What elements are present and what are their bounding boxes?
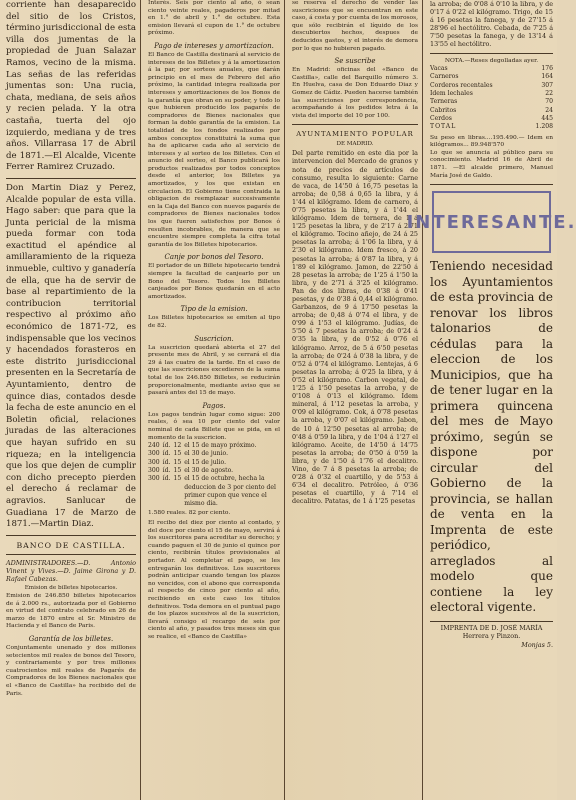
payment-schedule <box>148 442 280 508</box>
schedule-cell-b: íd. <box>162 442 171 450</box>
emision-text: Emision de 246.850 billetes hipotecarios de á 2.000 rs., autorizada por el Gobierno en virtud del contrato celebrado en 26 de marzo de 1870 entre el Sr. Ministro de Hacienda y el Banco de Paris. <box>6 593 136 630</box>
interesante-notice: Teniendo necesidad los Ayuntamientos de esta provincia de renovar los libros talonarios de cédulas para la eleccion de los Municipios, que ha de tener lugar en la primera quincena del mes de Mayo próximo, según se dispone por circular del Gobierno de la provincia, se hallan de venta en la Imprenta de este periódico, arreglados al modelo que contiene la ley electoral vigente. <box>430 259 553 615</box>
slaughter-label: Cabritos <box>430 106 457 114</box>
total-label: TOTAL <box>430 123 457 131</box>
schedule-cell-d: el 30 de junio. <box>184 450 229 458</box>
suscricion-text: La suscricion quedará abierta el 27 del presente mes de Abril, y se cerrará el dia 29 á las cuatro de la tarde. En el caso de que las suscriciones excedieren de la suma total de los 246.850 Billetes, se reducirán proporcionalmente, mediante aviso que se pasará antes del 15 de mayo. <box>148 344 280 397</box>
column-rule <box>140 0 141 800</box>
divider <box>6 178 136 179</box>
notice-jumentas: corriente han desaparecido del sitio de los Cristos, término jurisdiccional de esta villa dos jumentas de la propiedad de Juan Salazar Ramos, vecino de la misma. Las señas de las referidas jumentas son: Una rucia, chata, mediana, de seis años y recien pelada. Y la otra castaña, tuerta del ojo izquierdo, mediana y de tres años. Villarrasa 17 de Abril de 1871.—El Alcalde, Vicente Ferrer Ramirez Cruzado. <box>6 0 136 173</box>
notice-amillaramiento: Don Martin Diaz y Perez, Alcalde popular de esta villa. Hago saber: que para que la Junta pericial de la misma pueda formar con toda exactitud el apéndice al amillaramiento de la riqueza inmueble, cultivo y ganadería de ella, que ha de servir de base al repartimiento de la contribucion territorial respectivo al próximo año económico de 1871-72, es indispensable que los vecinos y hacendados forasteros en este distrito jurisdiccional presenten en la Secretaría de Ayuntamiento, dentro de quince dias, contados desde la fecha de este anuncio en el Boletin oficial, relaciones juradas de las alteraciones que hayan sufrido en su riqueza; en la inteligencia que los que dejen de cumplir con dicho precepto pierden el derecho á reclamar de agravios. Sanlucar de Guadiana 17 de Marzo de 1871.—Martin Diaz. <box>6 182 136 530</box>
reserva-text: se reserva el derecho de vender las suscriciones que se encuentran en este caso, á costa y por cuenta de los morosos, que sólo recibirán el líquido de los descubiertos hechos, despues de deducidos gastos, y el interés de demora por lo que no hubieren pagado. <box>292 0 418 52</box>
imprenta-name: IMPRENTA DE D. JOSÉ MARÍA Herrera y Pinzon. <box>440 623 543 641</box>
nota-title: NOTA.—Reses degolladas ayer. <box>444 57 539 64</box>
slaughter-row <box>430 90 553 98</box>
column-rule <box>284 0 285 800</box>
suscribe-text: En Madrid: oficinas del «Banco de Castilla», calle del Barquillo número 3. En Huelva, casa de Don Eduardo Diaz y Gomez de Cádiz. Pueden hacerse también las suscriciones por correspondencia, acompañando á los pedidos letra á la vista del importe del 10 por 100. <box>292 67 418 119</box>
closing-text: El recibo del diez por ciento al contado, y del doce por ciento el 15 de mayo, servirá á los suscritores para acreditar su derecho; y cuando paguen el 30 de junio el quince por ciento, recibirán títulos provisionales al portador. Al completar el pago, se les entregarán los definitivos. Los suscritores podrán anticipar cuando tengan los plazos no vencidos, con el abono que corresponda al respecto de cinco por ciento al año, recibiendo en este caso los títulos definitivos. Toda demora en el puntual pago de los plazos sucesivos al de la suscricion, llevará consigo el recargo de seis por ciento al año, y pasados tres meses sin que se realice, el «Banco de Castilla» <box>148 520 280 640</box>
canje-title: Canje por bonos del Tesoro. <box>164 253 264 262</box>
ayuntamiento-subtitle: DE MADRID. <box>336 141 374 148</box>
divider <box>6 535 136 536</box>
slaughter-value: 176 <box>541 65 553 73</box>
schedule-cell-b: íd. <box>162 450 171 458</box>
pago-text: El Banco de Castilla destinará al servicio de intereses de los Billetes y á la amortizacion á la par, por sorteos anuales, que darán principio en el mes de Febrero del año próximo, la cantidad integra realizada por intereses y amortizaciones de los Bonos de la garantía que obran en su poder, y todo lo que hubieren producido los pagarés de compradores de Bienes nacionales que forman la doble garantía de la emision. La totalidad de los fondos realizados por ambos conceptos constituirá la suma que ha de aplicarse cada año al servicio de intereses y al sorteo de los Billetes. Con el anuncio del sorteo, el Banco publicará los productos realizados por todos conceptos desde el anterior, los Billetes ya amortizados, y los que existan en circulacion. El Gobierno tiene contraida la obligacion de reemplazar succesivamente en la Caja del Banco con nuevos pagarés de compradores de Bienes nacionales todos los que fueren satisfechos por Bonos ó resulten incobrables, de manera que se encuentre siempre completa la cifra total garantía de los Billetes hipotecarios. <box>148 51 280 248</box>
schedule-cell-b: íd. <box>162 466 171 474</box>
interesante-stamp: INTERESANTE. <box>432 191 551 253</box>
slaughter-table <box>430 65 553 131</box>
pagos-title: Pagos. <box>202 401 226 410</box>
schedule-row <box>148 459 280 467</box>
tipo-title: Tipo de la emision. <box>180 305 248 314</box>
slaughter-row <box>430 65 553 73</box>
divider <box>6 554 136 555</box>
pago-title: Pago de intereses y amortizacion. <box>154 41 274 50</box>
slaughter-label: Idem lechales <box>430 90 473 98</box>
schedule-cell-a: 300 <box>148 466 160 474</box>
schedule-cell-d: el 30 de agosto. <box>184 466 234 474</box>
slaughter-value: 70 <box>545 98 553 106</box>
tipo-text: Los Billetes hipotecarios se emiten al tipo de 82. <box>148 315 280 329</box>
slaughter-label: Corderos recentales <box>430 81 493 89</box>
slaughter-label: Cerdos <box>430 114 452 122</box>
slaughter-row <box>430 98 553 106</box>
slaughter-total-row <box>430 123 553 131</box>
slaughter-row <box>430 73 553 81</box>
schedule-row <box>148 475 280 508</box>
bank-title: BANCO DE CASTILLA. <box>16 540 126 550</box>
administrators: ADMINISTRADORES.—D. Antonio Vinent y Vives.—D. Jaime Girona y D. Rafael Cabezas. <box>6 558 136 583</box>
slaughter-row <box>430 115 553 123</box>
schedule-cell-b: íd. <box>162 458 171 466</box>
schedule-cell-c: 15 <box>173 450 182 458</box>
schedule-cell-d: el 15 de mayo próximo. <box>184 442 257 450</box>
garantia-text: Conjuntamente unenado y dos millones setecientos mil reales de bonos del Tesoro, y contrariamente y por tres millones cuatrocientos mil reales de Pagarés de Compradores de los Bienes nacionales que el «Banco de Castilla» ha recibido del de Paris. <box>6 644 136 697</box>
total-value: 1.208 <box>535 123 553 131</box>
column-rule <box>422 0 423 800</box>
suscricion-title: Suscricion. <box>194 334 234 343</box>
suscribe-title: Se suscribe <box>334 57 376 66</box>
imprenta-footer <box>430 621 553 650</box>
schedule-cell-c: 15 <box>173 466 182 474</box>
canje-text: El portador de un Billete hipotecario tendrá siempre la facultad de canjearlo por un Bono del Tesoro. Todos los Billetes canjeados por Bonos quedarán en el acto amortizados. <box>148 263 280 300</box>
prices-report: Del parte remitido en este dia por la intervencion del Mercado de granos y nota de precios de artículos de consumo, resulta lo siguiente: Carne de vaca, de 14'50 á 16,75 pesetas la arroba; de 0,58 á 0,65 la libra, y á 1'44 el kilógramo. Idem de carnero, á 0'75 pesetas la libra, y á 1'44 el kilógramo. Idem de ternera, de 1 á 1'25 pesetas la libra, y de 2'17 á 2'71 el kilógramo. Tocino añejo, de 24 á 25 pesetas la arroba; á 1'06 la libra, y á 2'30 el kilógramo. Idem fresco, á 20 pesetas la arroba; á 0'87 la libra, y á 1'89 el kilógramo. Jamon, de 22'50 á 28 pesetas la arroba; de 1'25 á 1'50 la libra, y de 2'71 á 3'25 el kilógramo. Pan de dos libras, de 0'38 á 0'41 pesetas, y de 0'38 á 0,44 el kilógramo. Garbanzos, de 9 á 17'50 pesetas la arroba; de 0,48 á 0'74 el libra, y de 0'99 á 1'53 el kilógramo. Judías, de 5'50 á 7 pesetas la arroba; de 0'24 á 0'35 la libra, y de 0'52 á 0'76 el kilógramo. Arroz, de 5 á 6'50 pesetas la arroba; de 0'24 á 0'38 la libra, y de 0'52 á 0'74 el kilógramo. Lentejas, á 6 pesetas la arroba; á 0'25 la libra, y á 0'52 el kilógramo. Carbon vegetal, de 1'25 á 1'50 pesetas la arroba, y de 0'108 á 0'13 el kilógramo. Idem mineral, á 1'12 pesetas la arroba, y 0'09 el kilógramo. Cok, á 0'78 pesetas la arroba, y 0'07 el kilógramo. Jabon, de 10 á 12'50 pesetas al arroba; de 0'48 á 0'59 la libra, y de 1'04 á 1'27 el kilógramo. Aceite, de 14'50 á 14'75 pesetas la arroba; de 0'50 á 0'59 la libra, y de 1'50 á 1'76 el decalitro. Vino, de 7 á 8 pesetas la arroba; de 0'28 á 0'32 el cuartillo, y de 5'53 á 6'34 el decalitro. Petróleo, á 0'36 pesetas el cuartillo, y á 7'14 el decalitro. Patatas, de 1 á 1'25 pesetas <box>292 149 418 506</box>
column-1 <box>0 0 140 800</box>
slaughter-label: Carneros <box>430 73 459 81</box>
schedule-row <box>148 442 280 450</box>
interes-text: Interés. Seis por ciento al año, ó sean ciento veinte reales, pagaderos por mitad en 1.° de abril y 1.° de octubre. Esta emision llevará el cupon de 1.° de octubre próximo. <box>148 0 280 37</box>
prices-continued: la arroba; de 0'08 á 0'10 la libra, y de 0'17 á 0'22 el kilógramo. Trigo, de 15 á 16 pesetas la fanega, y de 27'15 á 28'96 el hectólitro. Cebada, de 7'25 á 7'50 pesetas la fanega, y de 13'14 á 13'55 el hectólitro. <box>430 0 553 49</box>
schedule-row <box>148 467 280 475</box>
divider <box>292 124 418 125</box>
slaughter-row <box>430 107 553 115</box>
weight-text: Su peso en libras....195.490.— Idem en kilógramos... 89.948'570 <box>430 134 553 149</box>
schedule-cell-b: íd. <box>162 475 171 483</box>
schedule-row <box>148 450 280 458</box>
garantia-title: Garantía de los billetes. <box>28 634 114 643</box>
slaughter-value: 22 <box>545 90 553 98</box>
slaughter-value: 445 <box>541 114 553 122</box>
slaughter-row <box>430 82 553 90</box>
schedule-cell-c: 15 <box>173 475 182 483</box>
slaughter-value: 307 <box>541 81 553 89</box>
schedule-cell-a: 240 <box>148 442 160 450</box>
schedule-cell-a: 300 <box>148 475 160 483</box>
total-line: 1.580 reales. 82 por ciento. <box>148 510 231 517</box>
schedule-cell-c: 15 <box>173 458 182 466</box>
schedule-cell-a: 300 <box>148 458 160 466</box>
slaughter-label: Terneras <box>430 98 458 106</box>
column-4 <box>406 0 576 800</box>
schedule-cell-a: 300 <box>148 450 160 458</box>
ayuntamiento-title: AYUNTAMIENTO POPULAR <box>296 130 414 139</box>
imprenta-address: Monjas 5. <box>521 640 553 649</box>
slaughter-value: 164 <box>541 73 553 81</box>
emision-title: Emision de billetes hipotecarios. <box>24 585 118 591</box>
slaughter-value: 24 <box>545 106 553 114</box>
pagos-text: Los pagos tendrán lugar como sigue: 200 reales, ó sea 10 por ciento del valor nominal de cada Billete que se pida, en el momento de la suscricion. <box>148 411 280 441</box>
column-3 <box>286 0 422 800</box>
schedule-cell-d: el 15 de julio. <box>184 458 227 466</box>
weight-note: Lo que se anuncia al público para su conocimiento. Madrid 16 de Abril de 1871. —El alcalde primero, Manuel María José de Galdo. <box>430 149 553 179</box>
divider <box>430 184 553 185</box>
divider <box>430 53 553 54</box>
schedule-cell-c: 12 <box>173 442 182 450</box>
slaughter-label: Vacas <box>430 65 448 73</box>
column-2 <box>142 0 284 800</box>
schedule-cell-d: el 15 de octubre, hecha la deduccion de 3 por ciento del primer cupon que vence el mismo dia. <box>184 475 276 508</box>
